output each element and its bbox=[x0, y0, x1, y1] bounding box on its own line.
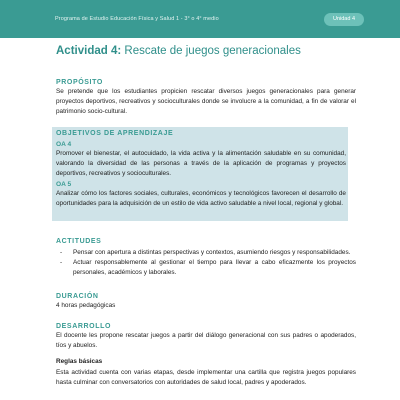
duracion-text: 4 horas pedagógicas bbox=[56, 302, 116, 309]
oa4-text: Promover el bienestar, el autocuidado, la vida activa y la alimentación saludable en su comunidad, valorando la diversidad de las personas a través de la aplicación de programas y proyectos deportivos, recreativos y socioculturales. bbox=[56, 150, 346, 178]
objetivos-heading: OBJETIVOS DE APRENDIZAJE bbox=[56, 130, 174, 137]
activity-number: Actividad 4: bbox=[56, 45, 122, 57]
objetivos-box bbox=[52, 127, 348, 221]
duracion-heading: DURACIÓN bbox=[56, 293, 99, 300]
unit-badge: Unidad 4 bbox=[324, 13, 364, 26]
actitudes-list bbox=[56, 248, 356, 279]
duracion-section bbox=[56, 292, 356, 311]
actitudes-heading: ACTITUDES bbox=[56, 238, 102, 245]
reglas-text: Esta actividad cuenta con varias etapas, desde implementar una cartilla que registra juegos populares hasta culminar con conversatorios con autoridades de salud local, padres y apoderados. bbox=[56, 368, 356, 386]
activity-name: Rescate de juegos generacionales bbox=[121, 45, 301, 57]
activity-title-block bbox=[56, 44, 356, 58]
list-item bbox=[56, 258, 356, 278]
desarrollo-section bbox=[56, 322, 356, 388]
actitud-text: Pensar con apertura a distintas perspectivas y contextos, asumiendo riesgos y responsabilidades. bbox=[73, 249, 351, 256]
list-item bbox=[56, 248, 356, 258]
oa5-label: OA 5 bbox=[56, 180, 72, 188]
proposito-section bbox=[56, 78, 356, 118]
reglas-heading: Reglas básicas bbox=[56, 358, 103, 366]
oa5-text: Analizar cómo los factores sociales, culturales, económicos y tecnológicos favorecen el desarrollo de oportunidades para la adquisición de un estilo de vida activo saludable a nivel local, regional y global. bbox=[56, 189, 346, 207]
activity-title bbox=[56, 44, 356, 58]
actitudes-section bbox=[56, 237, 356, 279]
bullet-dash: - bbox=[60, 249, 63, 256]
desarrollo-heading: DESARROLLO bbox=[56, 323, 111, 330]
program-title: Programa de Estudio Educación Física y Salud 1 - 3° o 4° medio bbox=[55, 16, 219, 22]
header-bar bbox=[0, 0, 400, 38]
oa4-label: OA 4 bbox=[56, 141, 72, 148]
actitud-text: Actuar responsablemente al gestionar el tiempo para llevar a cabo eficazmente los proyectos personales, académicos y laborales. bbox=[73, 259, 356, 277]
proposito-text: Se pretende que los estudiantes propicien rescatar diversos juegos generacionales para generar proyectos deportivos, recreativos y socioculturales donde se involucre a la comunidad, a fin de valorar el patrimonio socio-cultural. bbox=[56, 88, 356, 116]
bullet-dash: - bbox=[60, 259, 63, 267]
desarrollo-text: El docente les propone rescatar juegos a partir del diálogo generacional con sus padres o apoderados, tíos y abuelos. bbox=[56, 332, 356, 350]
proposito-heading: PROPÓSITO bbox=[56, 79, 103, 86]
